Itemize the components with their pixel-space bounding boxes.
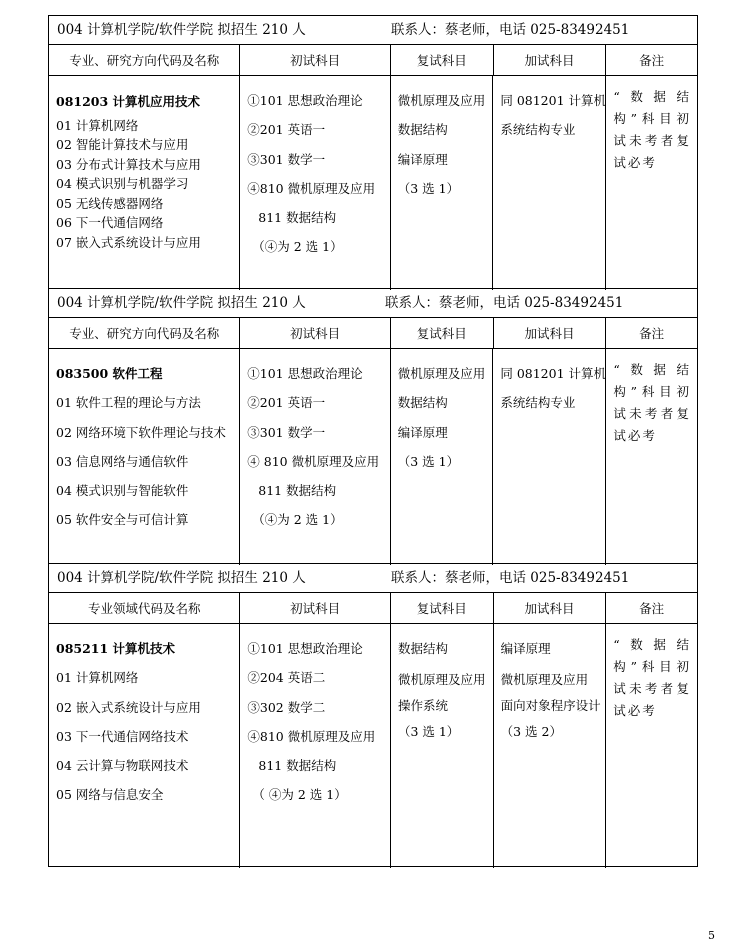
major-code-name: 083500 软件工程: [56, 366, 163, 381]
note-text: “数据结构”科目初试未考者复试必考: [613, 89, 691, 170]
extra-exam-cell: [493, 349, 606, 565]
direction-item: 02 网络环境下软件理论与技术: [56, 424, 226, 440]
header-contact: 联系人：蔡老师，电话 025-83492451: [391, 22, 630, 38]
retest-item: 操作系统: [397, 698, 448, 714]
initial-exam-cell: [240, 76, 390, 290]
direction-item: 05 网络与信息安全: [56, 787, 164, 803]
exam-item: ①101 思想政治理论: [247, 93, 363, 108]
retest-item: 数据结构: [397, 641, 448, 656]
direction-item: 03 下一代通信网络技术: [56, 728, 189, 744]
col-header-extra-exam: 加试科目: [494, 45, 607, 75]
direction-item: 06 下一代通信网络: [56, 215, 164, 230]
exam-item: ③302 数学二: [247, 699, 326, 715]
exam-item: ②201 英语一: [247, 122, 326, 138]
initial-exam-cell: [240, 349, 390, 565]
direction-item: 04 云计算与物联网技术: [56, 758, 189, 774]
block-body: [49, 624, 697, 868]
extra-exam-cell: [494, 624, 607, 868]
retest-cell: [391, 624, 494, 868]
exam-item: ①101 思想政治理论: [247, 641, 363, 656]
direction-item: 01 计算机网络: [56, 670, 139, 686]
exam-item: ③301 数学一: [247, 151, 326, 167]
header-department: 004 计算机学院/软件学院 拟招生 210 人: [57, 295, 306, 311]
col-header-note: 备注: [639, 601, 665, 616]
col-header-major: 专业、研究方向代码及名称: [49, 318, 240, 348]
major-code-name: 085211 计算机技术: [56, 641, 176, 656]
retest-item: （3 选 1）: [397, 724, 460, 740]
exam-item: 811 数据结构: [258, 758, 337, 774]
col-header-major: 专业、研究方向代码及名称: [49, 45, 240, 75]
note-text: “数据结构”科目初试未考者复试必考: [613, 362, 691, 443]
major-cell: [49, 76, 240, 290]
direction-item: 03 信息网络与通信软件: [56, 453, 189, 469]
exam-item: 811 数据结构: [258, 483, 337, 499]
extra-item: （3 选 2）: [500, 724, 562, 740]
note-cell: [606, 76, 697, 290]
block-body: [49, 76, 697, 290]
exam-item: （ ④为 2 选 1）: [252, 787, 347, 803]
col-header-retest: 复试科目: [391, 593, 494, 623]
exam-item: ③301 数学一: [247, 424, 326, 440]
block-body: [49, 349, 697, 565]
col-header-initial-exam: 初试科目: [240, 318, 391, 348]
note-cell: [606, 349, 697, 565]
col-header-extra-exam: 加试科目: [494, 593, 607, 623]
exam-item: ②201 英语一: [247, 395, 326, 411]
direction-item: 01 软件工程的理论与方法: [56, 395, 201, 411]
col-header-retest: 复试科目: [391, 318, 494, 348]
extra-item: 系统结构专业: [500, 395, 576, 411]
direction-item: 02 嵌入式系统设计与应用: [56, 699, 201, 715]
direction-item: 07 嵌入式系统设计与应用: [56, 234, 201, 250]
retest-item: 数据结构: [397, 395, 448, 411]
col-header-retest: 复试科目: [391, 45, 494, 75]
direction-item: 04 模式识别与智能软件: [56, 483, 189, 499]
program-block-2: [48, 288, 698, 564]
col-header-initial-exam: 初试科目: [240, 45, 391, 75]
exam-item: ①101 思想政治理论: [247, 366, 363, 381]
exam-item: （④为 2 选 1）: [252, 239, 343, 255]
column-headers: [49, 318, 697, 349]
col-header-note: 备注: [639, 326, 665, 341]
major-cell: [49, 624, 240, 868]
col-header-major: 专业领域代码及名称: [49, 593, 240, 623]
major-cell: [49, 349, 240, 565]
extra-item: 同 081201 计算机: [500, 93, 607, 108]
retest-item: 微机原理及应用: [397, 93, 486, 108]
block-header: [49, 16, 697, 45]
retest-item: （3 选 1）: [397, 453, 460, 469]
col-header-extra-exam: 加试科目: [494, 318, 607, 348]
retest-item: 微机原理及应用: [397, 672, 486, 688]
exam-item: ④810 微机原理及应用: [247, 728, 376, 744]
page-number: 5: [708, 929, 715, 942]
note-text: “数据结构”科目初试未考者复试必考: [613, 637, 691, 718]
program-block-1: [48, 15, 698, 289]
exam-item: ④810 微机原理及应用: [247, 180, 376, 196]
direction-item: 05 软件安全与可信计算: [56, 512, 189, 528]
direction-item: 04 模式识别与机器学习: [56, 176, 189, 191]
block-header: [49, 289, 697, 318]
extra-item: 系统结构专业: [500, 122, 576, 138]
retest-item: 数据结构: [397, 122, 448, 138]
exam-item: ④ 810 微机原理及应用: [247, 453, 380, 469]
direction-item: 02 智能计算技术与应用: [56, 137, 189, 152]
direction-item: 01 计算机网络: [56, 117, 139, 133]
extra-item: 面向对象程序设计: [500, 698, 601, 714]
exam-item: ②204 英语二: [247, 670, 326, 686]
note-cell: [606, 624, 697, 868]
extra-item: 同 081201 计算机: [500, 366, 607, 381]
direction-item: 03 分布式计算技术与应用: [56, 156, 201, 172]
column-headers: [49, 593, 697, 624]
initial-exam-cell: [240, 624, 391, 868]
exam-item: 811 数据结构: [258, 210, 337, 226]
extra-item: 微机原理及应用: [500, 672, 589, 688]
header-contact: 联系人：蔡老师，电话 025-83492451: [385, 295, 624, 311]
header-department: 004 计算机学院/软件学院 拟招生 210 人: [57, 22, 306, 38]
column-headers: [49, 45, 697, 76]
col-header-note: 备注: [639, 53, 665, 68]
block-header: [49, 564, 697, 593]
retest-item: 微机原理及应用: [397, 366, 486, 381]
exam-item: （④为 2 选 1）: [252, 512, 343, 528]
header-department: 004 计算机学院/软件学院 拟招生 210 人: [57, 570, 306, 586]
program-block-3: [48, 563, 698, 867]
direction-item: 05 无线传感器网络: [56, 195, 164, 211]
retest-item: 编译原理: [397, 151, 448, 167]
extra-exam-cell: [493, 76, 606, 290]
extra-item: 编译原理: [500, 641, 551, 656]
col-header-initial-exam: 初试科目: [240, 593, 391, 623]
retest-item: （3 选 1）: [397, 180, 460, 196]
header-contact: 联系人：蔡老师，电话 025-83492451: [391, 570, 630, 586]
retest-item: 编译原理: [397, 424, 448, 440]
retest-cell: [391, 349, 494, 565]
retest-cell: [391, 76, 494, 290]
major-code-name: 081203 计算机应用技术: [56, 94, 201, 109]
